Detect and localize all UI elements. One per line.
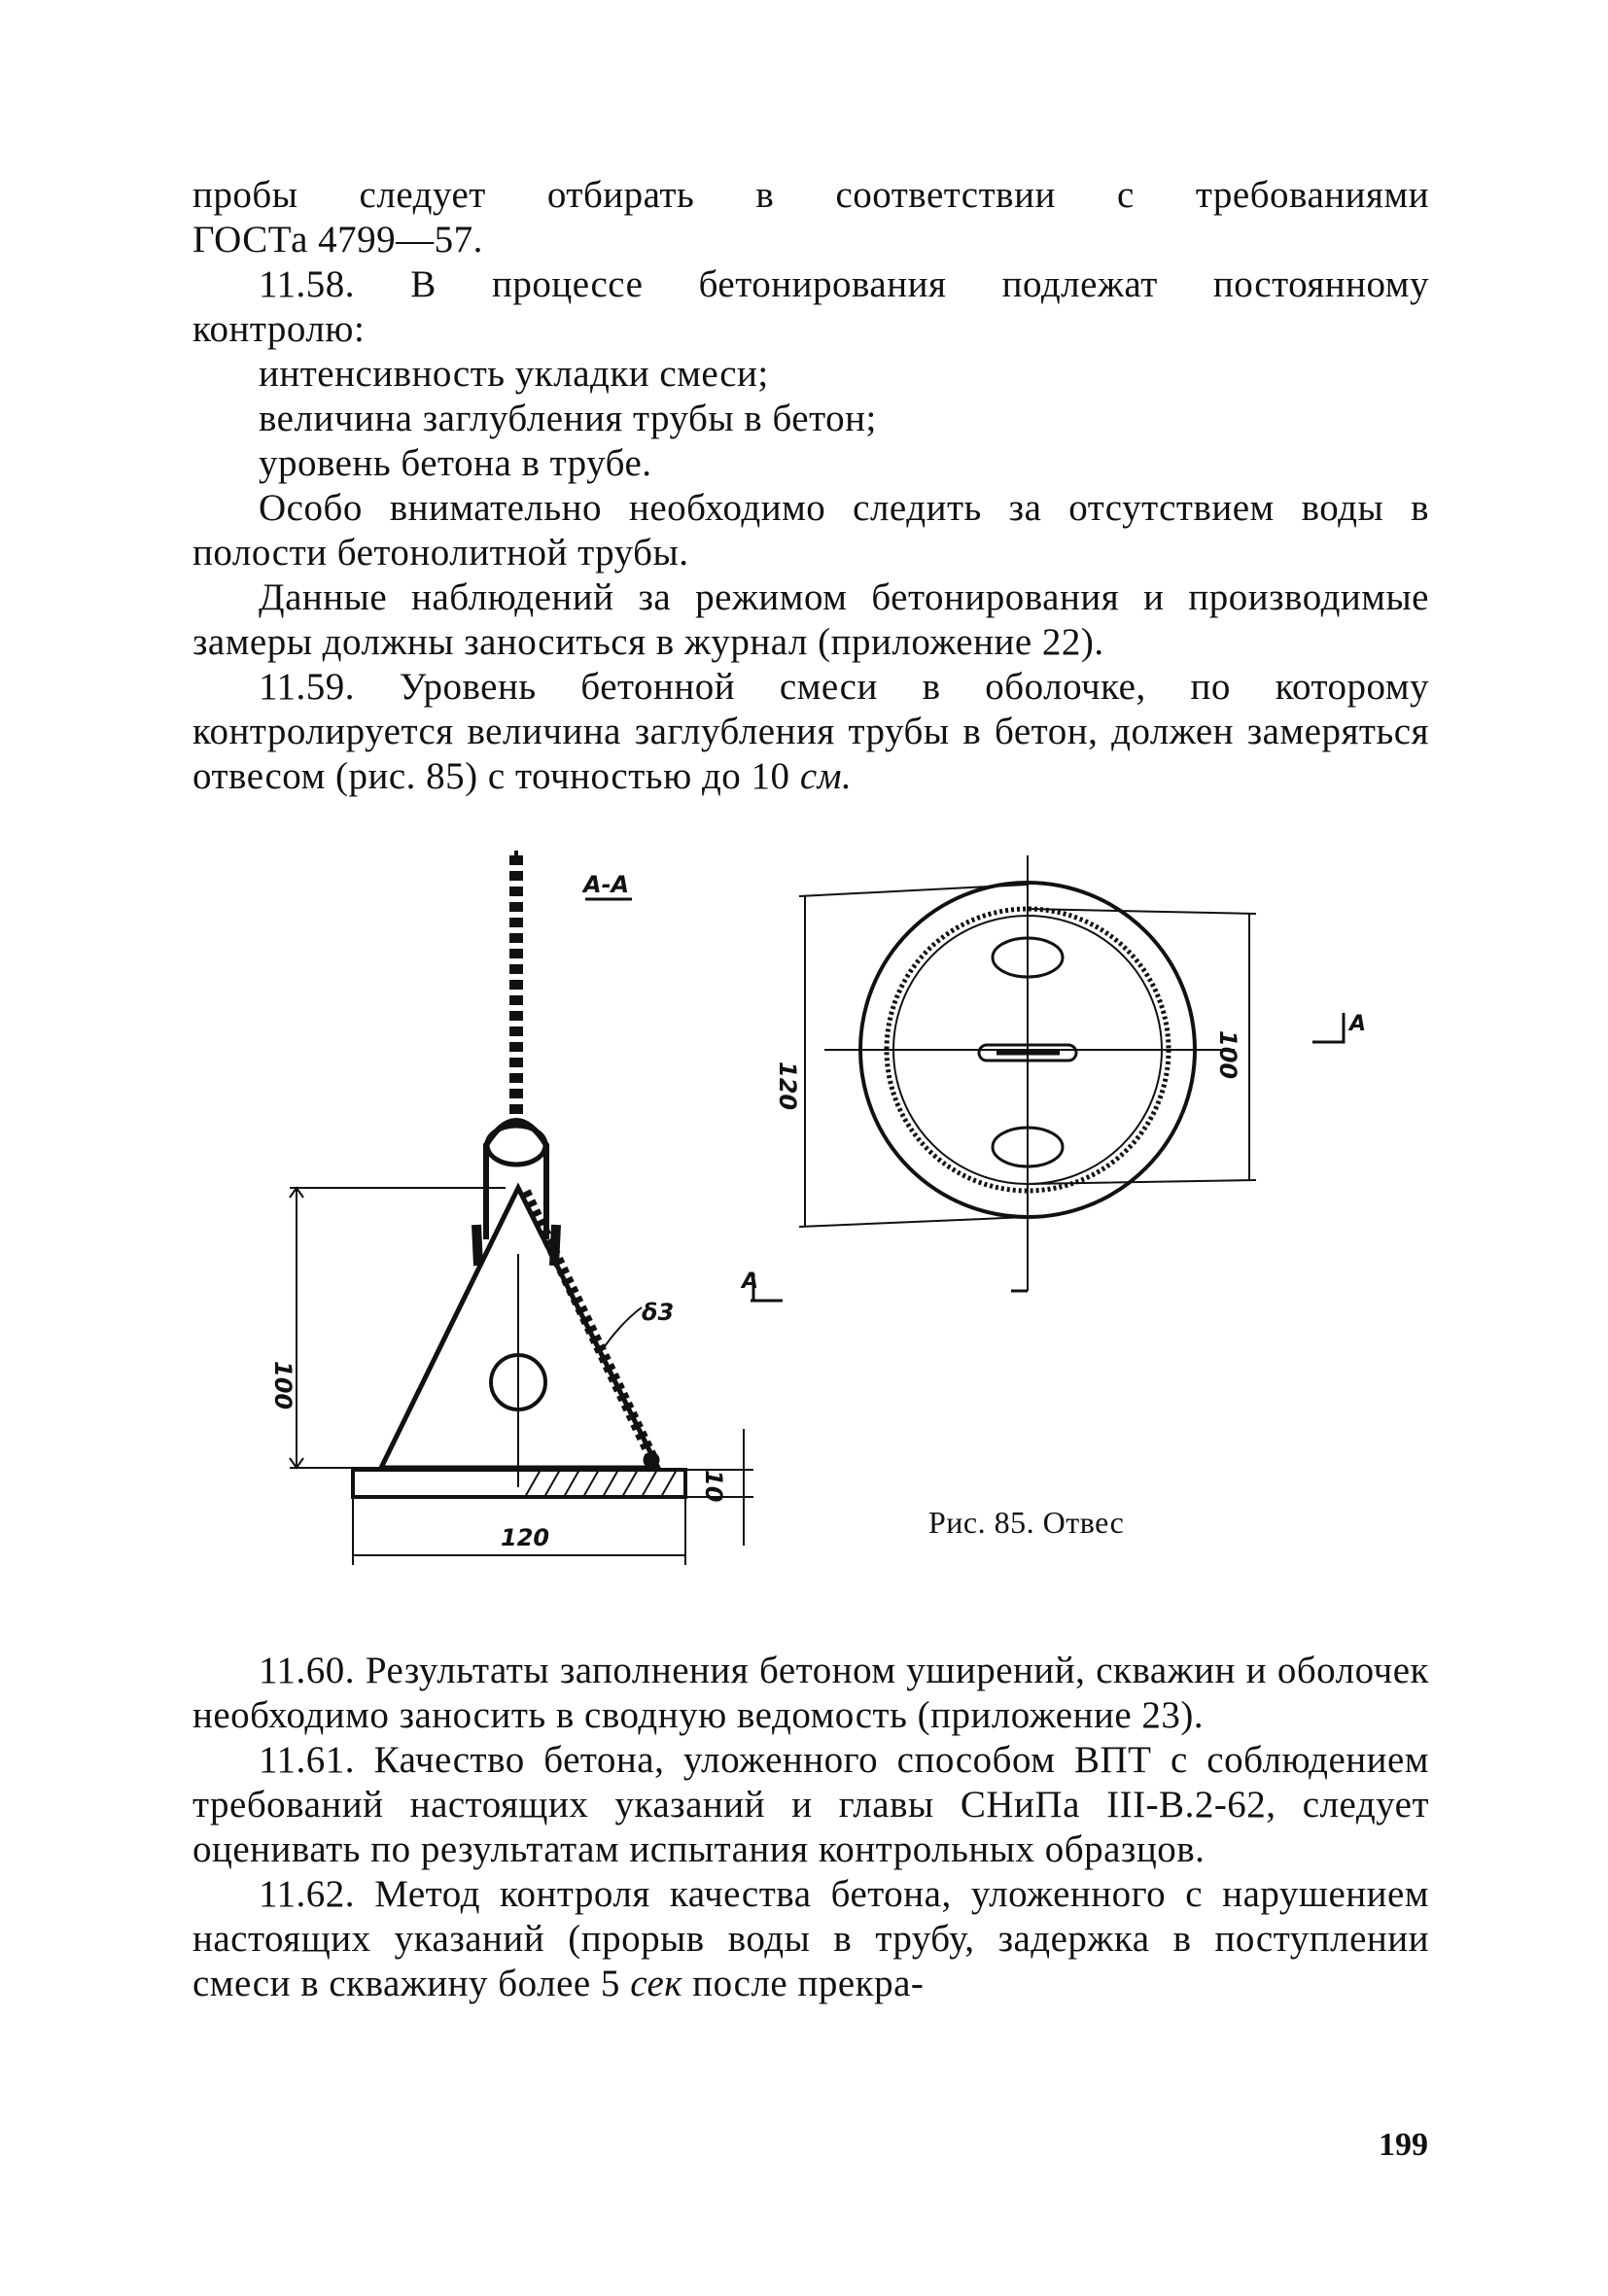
page-number: 199	[1379, 2127, 1428, 2163]
paragraph-line: ГОСТа 4799—57.	[192, 219, 483, 261]
section-label-a-a: А-А	[583, 871, 630, 898]
dim-circle-inner: 100	[1214, 1030, 1241, 1080]
section-marker-a-right: А	[1349, 1012, 1367, 1036]
paragraph-11-62	[192, 1872, 1429, 2006]
unit-sec: сек	[630, 1963, 683, 2004]
dim-base-width: 120	[501, 1524, 550, 1551]
paragraph-line: пробы следует отбирать в соответствии с требованиями	[192, 174, 1429, 216]
list-item: величина заглубления трубы в бетон;	[259, 398, 877, 439]
figure-caption: Рис. 85. Отвес	[928, 1505, 1125, 1540]
paragraph-text: 11.59. Уровень бетонной смеси в оболочке, по которому контролируется величина заглубления трубы в бетон, должен замеряться отвесом (рис. 85) с точностью до 10	[192, 666, 1429, 797]
paragraph-line: контролю:	[192, 308, 366, 350]
paragraph-text: 11.62. Метод контроля качества бетона, уложенного с нарушением настоящих указаний (прорыв воды в трубу, задержка в поступлении смеси в скважину более 5	[192, 1873, 1429, 2004]
section-marker-right	[1312, 1013, 1344, 1042]
paragraph-text-end: после прекра-	[692, 1963, 925, 2004]
unit-cm: см.	[799, 755, 853, 797]
paragraph-11-60: 11.60. Результаты заполнения бетоном уширений, скважин и оболочек необходимо заносить в сводную ведомость (приложение 23).	[192, 1650, 1429, 1736]
dim-base-thickness: 10	[700, 1470, 727, 1503]
list-item: интенсивность укладки смеси;	[259, 353, 769, 395]
triangle-body	[381, 1188, 658, 1468]
paragraph-11-61: 11.61. Качество бетона, уложенного способом ВПТ с соблюдением требований настоящих указаний и главы СНиПа III-В.2-62, следует оценивать по результатам испытания контрольных образцов.	[192, 1739, 1429, 1870]
base-hatching	[525, 1470, 677, 1497]
paragraph: Особо внимательно необходимо следить за отсутствием воды в полости бетонолитной трубы.	[192, 487, 1429, 574]
section-marker-a-left: А	[742, 1270, 759, 1294]
dim-circle-outer: 120	[774, 1061, 801, 1111]
bottom-text-block	[192, 1649, 1429, 2006]
dim-rod-diameter: δ3	[642, 1299, 675, 1326]
paragraph: Данные наблюдений за режимом бетонирования и производимые замеры должны заноситься в журнал (приложение 22).	[192, 576, 1429, 663]
dim-left-height: 100	[269, 1361, 297, 1410]
paragraph-11-58: 11.58. В процессе бетонирования подлежат постоянному	[259, 263, 1429, 305]
list-item: уровень бетона в трубе.	[259, 442, 652, 484]
